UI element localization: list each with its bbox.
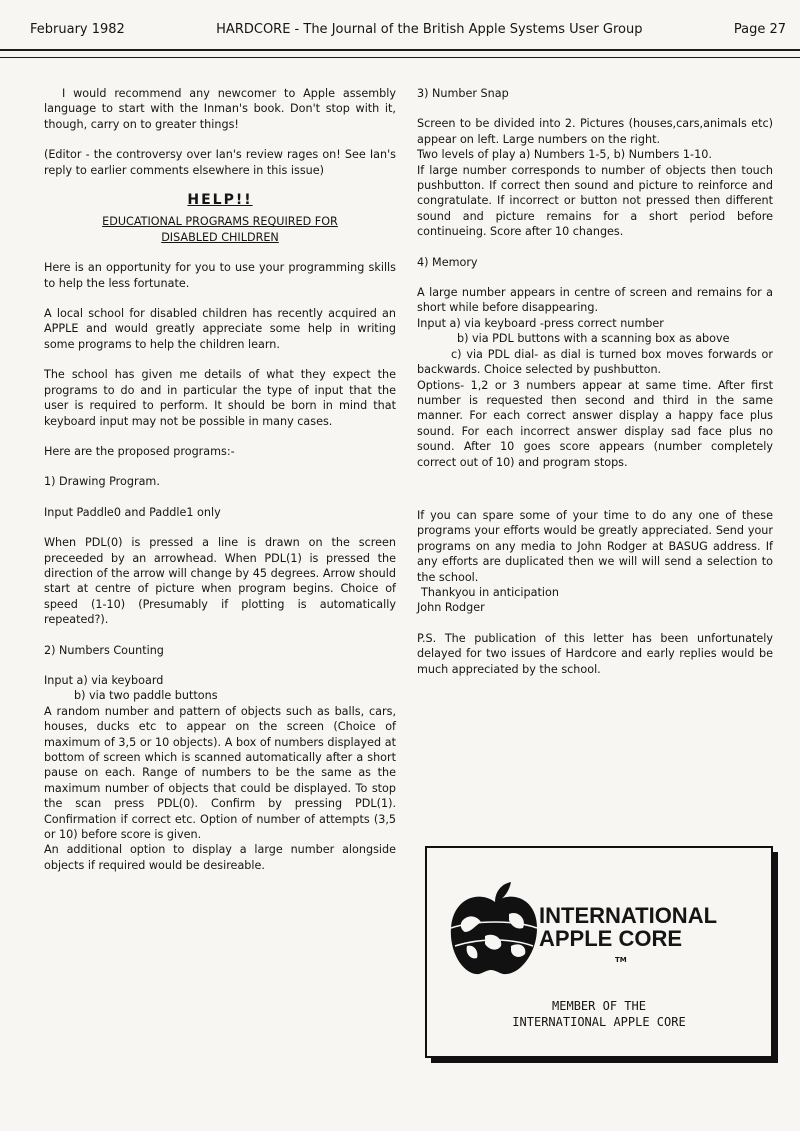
postscript: P.S. The publication of this letter has been unfortunately delayed for two issues of Hardcore and early replies would be much appreciated by the school. [417,631,773,676]
program-3-title: 3) Number Snap [417,87,509,100]
brand-line-2: APPLE CORE [539,926,683,951]
page-header [30,16,786,42]
section-subheading [44,214,396,245]
trademark: TM [615,956,627,964]
header-rule-bottom [0,57,800,58]
header-rule-top [0,49,800,51]
program-3-rules: If large number corresponds to number of objects then touch pushbutton. If correct then sound and picture to reinforce and congratulate. If incorrect or button not pressed then different sound and picture remains for a short period before continueing. Score after 10 changes. [417,163,773,239]
member-text [427,998,771,1030]
apple-core-advert [425,846,773,1058]
program-1-title: 1) Drawing Program. [44,475,160,489]
globe-apple-icon [445,880,545,980]
program-4-title: 4) Memory [417,255,478,269]
member-line-2: INTERNATIONAL APPLE CORE [512,1015,686,1029]
review-paragraph: I would recommend any newcomer to Apple assembly language to start with the Inman's book. Don't stop with it, though, carry on to greater things! [44,87,396,131]
subheading-line-2: DISABLED CHILDREN [161,230,279,244]
program-2-input-a: Input a) via keyboard [44,673,164,687]
journal-title: HARDCORE - The Journal of the British Apple Systems User Group [216,21,643,37]
signature: John Rodger [417,601,485,615]
brand-line-1: INTERNATIONAL [539,903,718,928]
program-4-input-b: b) via PDL buttons with a scanning box as above [457,332,730,346]
program-2-title: 2) Numbers Counting [44,643,164,657]
program-3-levels: Two levels of play a) Numbers 1-5, b) Numbers 1-10. [417,148,712,162]
closing-paragraph: If you can spare some of your time to do any one of these programs your efforts would be greatly appreciated. Send your programs on any media to John Rodger at BASUG address. If any efforts are duplicated then we will will send a selection to the school. [417,508,773,584]
school-paragraph: A local school for disabled children has recently acquired an APPLE and would greatly appreciate some help in writing some programs to help the children learn. [44,307,396,351]
program-2-option: An additional option to display a large number alongside objects if required would be desireable. [44,843,396,872]
program-4-description: A large number appears in centre of screen and remains for a short while before disappearing. [417,286,773,315]
program-2-input-b: b) via two paddle buttons [74,689,218,703]
subheading-line-1: EDUCATIONAL PROGRAMS REQUIRED FOR [102,215,338,229]
program-3-description: Screen to be divided into 2. Pictures (houses,cars,animals etc) appear on left. Large numbers on the right. [417,117,773,146]
editor-note: (Editor - the controversy over Ian's review rages on! See Ian's reply to earlier comments elsewhere in this issue) [44,148,396,177]
advert-shadow-right [773,852,778,1062]
issue-date: February 1982 [30,21,125,37]
program-1-input: Input Paddle0 and Paddle1 only [44,505,221,519]
intro-paragraph: Here is an opportunity for you to use your programming skills to help the less fortunate. [44,261,396,290]
program-2-description: A random number and pattern of objects such as balls, cars, houses, ducks etc to appear on the screen (Choice of maximum of 3,5 or 10 objects). A box of numbers displayed at bottom of screen which is scanned automatically after a short pause on each. Range of numbers to be the same as the maximum number of objects that could be displayed. To stop the scan press PDL(0). Confirm by pressing PDL(1). Confirmation if correct etc. Option of number of attempts (3,5 or 10) before score is given. [44,704,396,842]
member-line-1: MEMBER OF THE [552,999,646,1013]
thanks-line: Thankyou in anticipation [421,585,559,599]
program-4-options: Options- 1,2 or 3 numbers appear at same time. After first number is requested then second and third in the same manner. For each correct answer display a happy face plus sound. For each incorrect answer display sad face plus no sound. After 10 goes score appears (number completely correct out of 10) and program stops. [417,378,773,469]
program-1-description: When PDL(0) is pressed a line is drawn on the screen preceeded by an arrowhead. When PDL(1) is pressed the direction of the arrow will change by 45 degrees. Arrow should start at centre of picture when program begins. Choice of speed (1-10) (Presumably if plotting is automatically repeated?). [44,536,396,627]
advert-shadow-bottom [431,1058,778,1063]
right-column [417,86,773,692]
programs-intro: Here are the proposed programs:- [44,444,235,458]
help-heading: HELP!! [187,192,253,209]
brand-wordmark [539,904,769,950]
program-4-input-c: c) via PDL dial- as dial is turned box moves forwards or backwards. Choice selected by pushbutton. [417,347,773,377]
program-4-input-a: Input a) via keyboard -press correct number [417,316,664,330]
details-paragraph: The school has given me details of what they expect the programs to do and in particular the type of input that the user is required to perform. It should be born in mind that keyboard input may not be possible in many cases. [44,368,396,428]
page-number: Page 27 [733,21,786,37]
left-column [44,86,396,888]
